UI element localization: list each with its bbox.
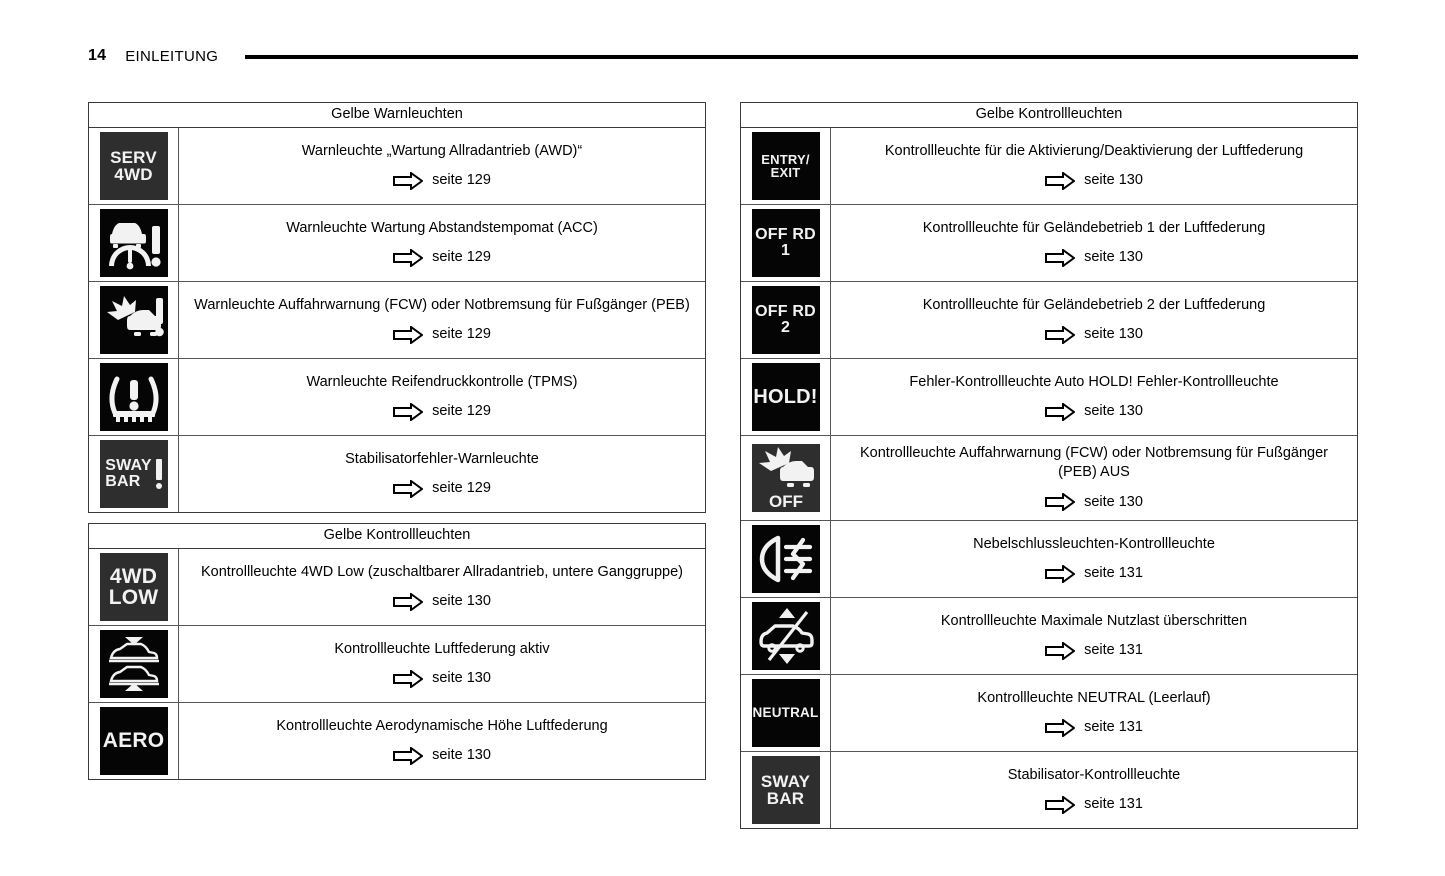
telltale-icon-cell <box>741 205 831 281</box>
telltale-description: Nebelschlussleuchten-Kontrollleuchte <box>973 535 1215 552</box>
telltale-icon-cell <box>89 703 179 779</box>
telltale-description-cell <box>179 549 705 625</box>
telltale-description-cell <box>179 205 705 281</box>
page-header <box>88 42 1358 70</box>
telltale-description: Kontrollleuchte Auffahrwarnung (FCW) oder Notbremsung für Fußgänger (PEB) AUS <box>860 445 1328 480</box>
telltale-icon-cell <box>741 675 831 751</box>
fcw-peb-off-telltale-icon <box>752 444 820 512</box>
telltale-description: Warnleuchte Wartung Abstandstempomat (ACC) <box>286 219 598 236</box>
off-road-2-telltale-icon: OFF RD 2 <box>752 286 820 354</box>
table-row <box>741 359 1357 436</box>
page-reference <box>393 480 491 498</box>
entry-exit-telltale-icon: ENTRY/ EXIT <box>752 132 820 200</box>
rear-fog-light-telltale-icon <box>752 525 820 593</box>
table-gelbe-kontrollleuchten-right <box>740 102 1358 829</box>
table-row <box>741 598 1357 675</box>
page-reference-label: seite 130 <box>432 747 491 763</box>
telltale-description-cell <box>179 282 705 358</box>
telltale-description: Kontrollleuchte NEUTRAL (Leerlauf) <box>977 689 1211 706</box>
telltale-description: Warnleuchte Auffahrwarnung (FCW) oder Notbremsung für Fußgänger (PEB) <box>194 296 690 313</box>
page-reference <box>393 172 491 190</box>
table-row <box>741 128 1357 205</box>
page-reference <box>1045 249 1143 267</box>
page-reference-label: seite 129 <box>432 172 491 188</box>
page-reference <box>1045 796 1143 814</box>
table-row <box>741 205 1357 282</box>
telltale-icon-cell <box>89 282 179 358</box>
right-arrow-icon <box>1045 403 1075 421</box>
telltale-description-cell <box>831 521 1357 597</box>
telltale-description: Kontrollleuchte Maximale Nutzlast überschritten <box>940 612 1248 629</box>
table-title: Gelbe Kontrollleuchten <box>89 524 705 549</box>
telltale-description: Kontrollleuchte Aerodynamische Höhe Luftfederung <box>276 717 608 734</box>
page-reference <box>1045 565 1143 583</box>
neutral-telltale-icon: NEUTRAL <box>752 679 820 747</box>
right-arrow-icon <box>1045 719 1075 737</box>
page-title: EINLEITUNG <box>125 47 219 65</box>
right-arrow-icon <box>393 593 423 611</box>
svg-text:OFF: OFF <box>768 492 803 509</box>
telltale-description-cell <box>179 703 705 779</box>
table-title: Gelbe Warnleuchten <box>89 103 705 128</box>
table-row <box>89 282 705 359</box>
right-arrow-icon <box>1045 493 1075 511</box>
acc-service-glyph-icon <box>104 214 164 272</box>
sway-bar-warning-telltale-icon: SWAY BAR <box>100 440 168 508</box>
telltale-icon-cell <box>741 128 831 204</box>
telltale-description-cell <box>179 436 705 512</box>
telltale-icon-cell <box>741 521 831 597</box>
table-row <box>89 703 705 779</box>
right-arrow-icon <box>1045 326 1075 344</box>
telltale-icon-cell <box>89 205 179 281</box>
telltale-description: Kontrollleuchte für Geländebetrieb 2 der Luftfederung <box>922 296 1266 313</box>
right-arrow-icon <box>1045 642 1075 660</box>
page-reference <box>393 670 491 688</box>
tpms-telltale-icon <box>100 363 168 431</box>
page-reference-label: seite 130 <box>432 670 491 686</box>
page-reference-label: seite 130 <box>1084 249 1143 265</box>
table-row <box>89 436 705 512</box>
air-suspension-glyph-icon <box>103 633 165 695</box>
off-road-1-telltale-icon: OFF RD 1 <box>752 209 820 277</box>
table-row <box>89 359 705 436</box>
table-gelbe-kontrollleuchten-left <box>88 523 706 780</box>
page-reference-label: seite 129 <box>432 326 491 342</box>
table-row <box>741 282 1357 359</box>
page-reference <box>393 249 491 267</box>
telltale-description-cell <box>831 282 1357 358</box>
tire-pressure-glyph-icon <box>105 369 163 425</box>
telltale-description-cell <box>179 359 705 435</box>
telltale-description: Kontrollleuchte Luftfederung aktiv <box>334 640 550 657</box>
page-reference-label: seite 130 <box>1084 326 1143 342</box>
telltale-icon-cell <box>89 436 179 512</box>
telltale-icon-cell <box>741 282 831 358</box>
page-reference-label: seite 131 <box>1084 642 1143 658</box>
acc-service-telltale-icon <box>100 209 168 277</box>
telltale-description: Stabilisatorfehler-Warnleuchte <box>345 450 539 467</box>
telltale-description-cell <box>831 359 1357 435</box>
4wd-low-telltale-icon: 4WD LOW <box>100 553 168 621</box>
page-reference <box>1045 326 1143 344</box>
table-row <box>89 626 705 703</box>
right-arrow-icon <box>393 249 423 267</box>
page-reference-label: seite 130 <box>1084 172 1143 188</box>
page-reference-label: seite 130 <box>1084 403 1143 419</box>
telltale-icon-cell <box>741 359 831 435</box>
table-row <box>89 205 705 282</box>
page-reference <box>393 593 491 611</box>
exclamation-icon <box>156 459 162 490</box>
page-reference <box>1045 172 1143 190</box>
page-reference <box>1045 642 1143 660</box>
telltale-description-cell <box>831 128 1357 204</box>
telltale-description: Warnleuchte Reifendruckkontrolle (TPMS) <box>306 373 578 390</box>
telltale-description-cell <box>831 752 1357 828</box>
telltale-description: Kontrollleuchte für die Aktivierung/Deaktivierung der Luftfederung <box>884 142 1304 159</box>
page-reference-label: seite 130 <box>432 593 491 609</box>
telltale-description: Warnleuchte „Wartung Allradantrieb (AWD)“ <box>301 142 583 159</box>
telltale-description-cell <box>179 626 705 702</box>
page-reference <box>1045 493 1143 511</box>
page-reference-label: seite 129 <box>432 403 491 419</box>
telltale-description-cell <box>831 436 1357 520</box>
page-number: 14 <box>88 47 107 64</box>
aero-height-telltale-icon: AERO <box>100 707 168 775</box>
sway-bar-telltale-icon: SWAY BAR <box>752 756 820 824</box>
telltale-icon-cell <box>89 359 179 435</box>
page-reference <box>1045 403 1143 421</box>
page-reference <box>393 747 491 765</box>
table-row <box>741 521 1357 598</box>
right-arrow-icon <box>393 670 423 688</box>
right-arrow-icon <box>393 747 423 765</box>
page-reference-label: seite 131 <box>1084 565 1143 581</box>
page-reference-label: seite 129 <box>432 249 491 265</box>
telltale-description-cell <box>179 128 705 204</box>
telltale-description-cell <box>831 205 1357 281</box>
table-row <box>89 549 705 626</box>
page-reference-label: seite 131 <box>1084 796 1143 812</box>
page-reference-label: seite 130 <box>1084 493 1143 510</box>
fcw-peb-warning-telltale-icon <box>100 286 168 354</box>
telltale-description-cell <box>831 675 1357 751</box>
page-reference <box>393 403 491 421</box>
telltale-icon-cell <box>89 549 179 625</box>
right-arrow-icon <box>1045 249 1075 267</box>
telltale-icon-cell <box>741 752 831 828</box>
table-gelbe-warnleuchten <box>88 102 706 513</box>
telltale-description: Stabilisator-Kontrollleuchte <box>1007 766 1181 783</box>
serv-4wd-telltale-icon: SERV 4WD <box>100 132 168 200</box>
page-reference <box>393 326 491 344</box>
table-row <box>741 436 1357 521</box>
payload-exceeded-glyph-icon <box>755 606 817 666</box>
telltale-description-cell <box>831 598 1357 674</box>
collision-warning-glyph-icon <box>104 294 164 346</box>
max-payload-exceeded-telltale-icon <box>752 602 820 670</box>
right-arrow-icon <box>1045 796 1075 814</box>
telltale-icon-cell <box>89 128 179 204</box>
telltale-description: Kontrollleuchte 4WD Low (zuschaltbarer Allradantrieb, untere Ganggruppe) <box>201 563 683 580</box>
telltale-description: Kontrollleuchte für Geländebetrieb 1 der Luftfederung <box>922 219 1266 236</box>
table-row <box>741 752 1357 828</box>
table-title: Gelbe Kontrollleuchten <box>741 103 1357 128</box>
right-arrow-icon <box>1045 565 1075 583</box>
air-suspension-active-telltale-icon <box>100 630 168 698</box>
telltale-icon-cell <box>89 626 179 702</box>
right-arrow-icon <box>393 480 423 498</box>
header-divider <box>245 55 1358 59</box>
right-arrow-icon <box>393 172 423 190</box>
page-reference <box>1045 719 1143 737</box>
right-arrow-icon <box>393 326 423 344</box>
telltale-icon-cell <box>741 598 831 674</box>
right-arrow-icon <box>393 403 423 421</box>
page-reference-label: seite 131 <box>1084 719 1143 735</box>
page-reference-label: seite 129 <box>432 480 491 496</box>
rear-fog-lamp-glyph-icon <box>756 534 816 584</box>
telltale-description: Fehler-Kontrollleuchte Auto HOLD! Fehler-Kontrollleuchte <box>909 373 1279 390</box>
telltale-icon-cell <box>741 436 831 520</box>
table-row <box>741 675 1357 752</box>
right-arrow-icon <box>1045 172 1075 190</box>
auto-hold-fault-telltale-icon: HOLD! <box>752 363 820 431</box>
table-row <box>89 128 705 205</box>
collision-off-glyph-icon <box>755 447 817 509</box>
